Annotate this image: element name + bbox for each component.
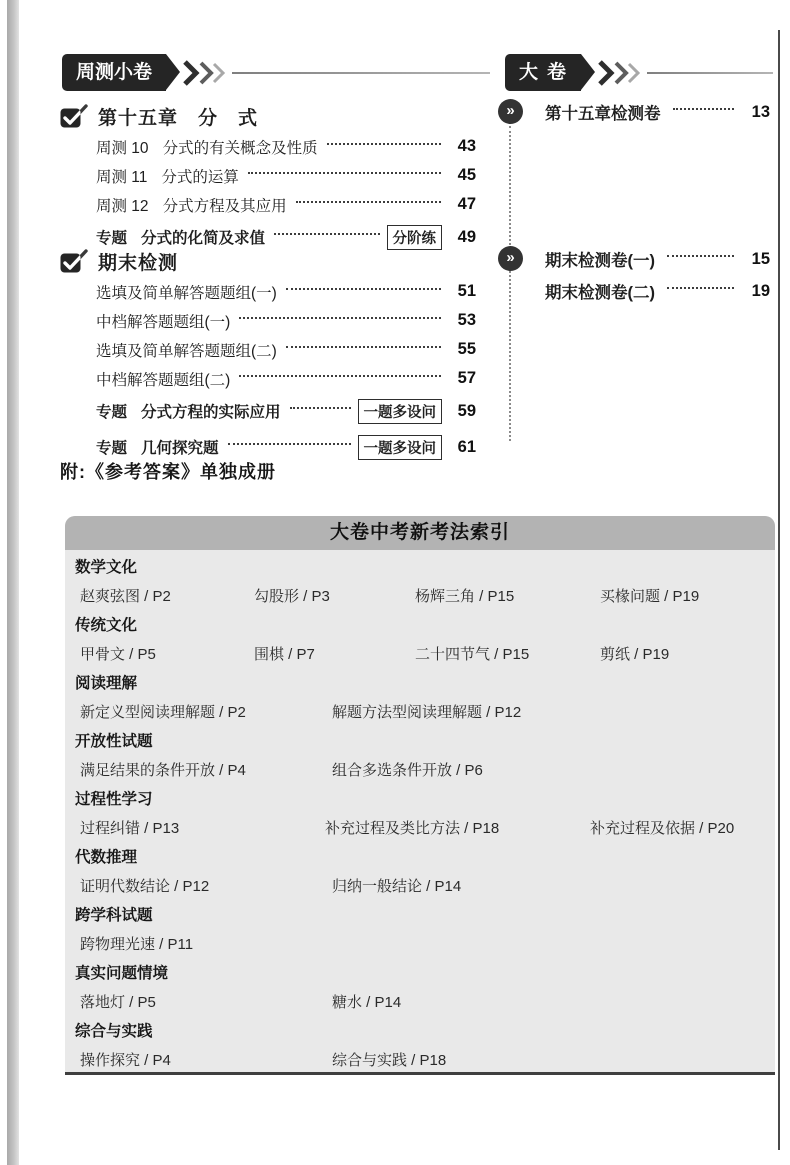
- big-volume-toc: [498, 96, 770, 456]
- index-item: 二十四节气 / P15: [415, 646, 530, 663]
- toc-entry-special: [96, 393, 476, 429]
- dot-leader: [673, 108, 735, 110]
- dot-leader: [667, 287, 734, 289]
- index-category: 开放性试题: [75, 733, 153, 750]
- index-item-row: [65, 582, 775, 611]
- index-item: 跨物理光速 / P11: [80, 936, 194, 953]
- index-item: 过程纠错 / P13: [80, 820, 180, 837]
- index-item: 证明代数结论 / P12: [80, 878, 210, 895]
- chapter-title-row: [60, 100, 476, 132]
- index-item: 赵爽弦图 / P2: [80, 588, 171, 605]
- dot-leader: [274, 233, 379, 235]
- entry-number: 周测 10: [96, 139, 149, 157]
- index-item-row: [65, 930, 775, 959]
- entry-page: 49: [457, 227, 476, 246]
- page-binding-shadow: [7, 0, 19, 1165]
- entry-title: 分式的化简及求值: [141, 230, 266, 247]
- index-body: [65, 550, 775, 1075]
- index-category: 综合与实践: [75, 1023, 153, 1040]
- entry-tag-badge: 一题多设问: [358, 399, 443, 424]
- entry-number: 专题: [96, 404, 128, 421]
- index-category: 跨学科试题: [75, 907, 153, 924]
- entry-title: 选填及简单解答题题组(二): [96, 342, 277, 360]
- toc-entry: [96, 364, 476, 393]
- dot-leader: [228, 443, 351, 445]
- entry-page: 59: [457, 401, 476, 420]
- exam-index-box: [65, 516, 775, 1075]
- index-item-row: [65, 756, 775, 785]
- index-category: 数学文化: [75, 559, 138, 576]
- entry-tag-badge: 分阶练: [387, 225, 443, 250]
- big-volume-header: [505, 54, 773, 91]
- entry-title: 几何探究题: [141, 440, 219, 457]
- toc-entry: [498, 96, 770, 128]
- weekly-test-header: [62, 54, 490, 91]
- index-item-row: [65, 988, 775, 1017]
- entry-title: 中档解答题题组(一): [96, 313, 231, 331]
- toc-entry: [96, 335, 476, 364]
- entry-page: 47: [457, 195, 476, 213]
- weekly-test-banner: 周测小卷: [62, 54, 166, 91]
- index-category: 阅读理解: [75, 675, 138, 692]
- index-item-row: [65, 814, 775, 843]
- index-item: 补充过程及依据 / P20: [590, 820, 735, 837]
- entry-number: 专题: [96, 440, 128, 457]
- dot-leader: [286, 346, 441, 348]
- index-item-row: [65, 1046, 775, 1075]
- toc-entry: [498, 243, 770, 275]
- entry-page: 45: [457, 166, 476, 184]
- entry-title: 选填及简单解答题题组(一): [96, 284, 277, 302]
- index-item: 剪纸 / P19: [600, 646, 670, 663]
- index-category: 代数推理: [75, 849, 138, 866]
- header-rule: [232, 72, 490, 74]
- toc-entry: [96, 306, 476, 335]
- dot-leader: [239, 317, 441, 319]
- index-item: 补充过程及类比方法 / P18: [325, 820, 500, 837]
- index-item: 买椽问题 / P19: [600, 588, 700, 605]
- dot-leader: [286, 288, 441, 290]
- index-item: 围棋 / P7: [254, 646, 315, 663]
- entry-number: 周测 11: [96, 168, 148, 186]
- toc-entry: [96, 161, 476, 190]
- toc-group: [498, 96, 770, 128]
- entry-page: 15: [751, 249, 770, 268]
- toc-entry: [498, 275, 770, 307]
- dot-leader: [667, 255, 734, 257]
- entry-title: 中档解答题题组(二): [96, 371, 231, 389]
- final-exam-section: [60, 245, 476, 465]
- entry-title: 分式的运算: [161, 168, 239, 186]
- index-item: 糖水 / P14: [332, 994, 402, 1011]
- entry-tag-badge: 一题多设问: [358, 435, 443, 460]
- index-category: 过程性学习: [75, 791, 153, 808]
- triple-chevron-right-icon: [182, 59, 228, 87]
- index-item: 新定义型阅读理解题 / P2: [80, 704, 246, 721]
- toc-group: [498, 243, 770, 307]
- entry-page: 57: [457, 369, 476, 387]
- toc-entry: [96, 190, 476, 219]
- index-category: 真实问题情境: [75, 965, 169, 982]
- chapter-title: 第十五章 分 式: [98, 107, 259, 129]
- entry-page: 19: [751, 281, 770, 300]
- index-item: 勾股形 / P3: [254, 588, 330, 605]
- entry-page: 13: [751, 102, 770, 121]
- checked-box-icon: [60, 248, 88, 274]
- page-edge-line: [778, 30, 780, 1150]
- index-item: 归纳一般结论 / P14: [332, 878, 462, 895]
- index-item-row: [65, 640, 775, 669]
- toc-entry: [96, 277, 476, 306]
- index-item: 解题方法型阅读理解题 / P12: [332, 704, 522, 721]
- entry-page: 61: [457, 437, 476, 456]
- entry-number: 专题: [96, 230, 128, 247]
- header-rule: [647, 72, 773, 74]
- triple-chevron-right-icon: [597, 59, 643, 87]
- section-title-row: [60, 245, 476, 277]
- entry-title: 期末检测卷(二): [545, 284, 655, 302]
- entry-page: 53: [457, 311, 476, 329]
- index-item-row: [65, 698, 775, 727]
- entry-title: 分式方程的实际应用: [141, 404, 281, 421]
- index-category: 传统文化: [75, 617, 138, 634]
- index-item: 落地灯 / P5: [80, 994, 156, 1011]
- dot-leader: [290, 407, 351, 409]
- chapter-15-section: [60, 100, 476, 255]
- entry-title: 分式方程及其应用: [162, 197, 287, 215]
- index-item: 操作探究 / P4: [80, 1052, 171, 1069]
- entry-title: 第十五章检测卷: [545, 105, 661, 123]
- checked-box-icon: [60, 103, 88, 129]
- index-item: 综合与实践 / P18: [332, 1052, 447, 1069]
- dot-leader: [296, 201, 441, 203]
- entry-title: 分式的有关概念及性质: [162, 139, 318, 157]
- big-volume-banner: 大卷: [505, 54, 581, 91]
- entry-title: 期末检测卷(一): [545, 252, 655, 270]
- section-title: 期末检测: [98, 252, 179, 274]
- entry-page: 43: [457, 137, 476, 155]
- index-title-bar: 大卷中考新考法索引: [65, 516, 775, 550]
- index-item: 满足结果的条件开放 / P4: [80, 762, 246, 779]
- entry-number: 周测 12: [96, 197, 149, 215]
- index-item: 杨辉三角 / P15: [415, 588, 515, 605]
- index-item: 组合多选条件开放 / P6: [332, 762, 483, 779]
- index-item: 甲骨文 / P5: [80, 646, 156, 663]
- toc-entry: [96, 132, 476, 161]
- double-chevron-circle-icon: »: [498, 99, 523, 124]
- dot-leader: [239, 375, 441, 377]
- dot-leader: [327, 143, 441, 145]
- index-item-row: [65, 872, 775, 901]
- dot-leader: [248, 172, 441, 174]
- entry-page: 55: [457, 340, 476, 358]
- entry-page: 51: [457, 282, 476, 300]
- double-chevron-circle-icon: »: [498, 246, 523, 271]
- appendix-note: 附:《参考答案》单独成册: [60, 462, 276, 482]
